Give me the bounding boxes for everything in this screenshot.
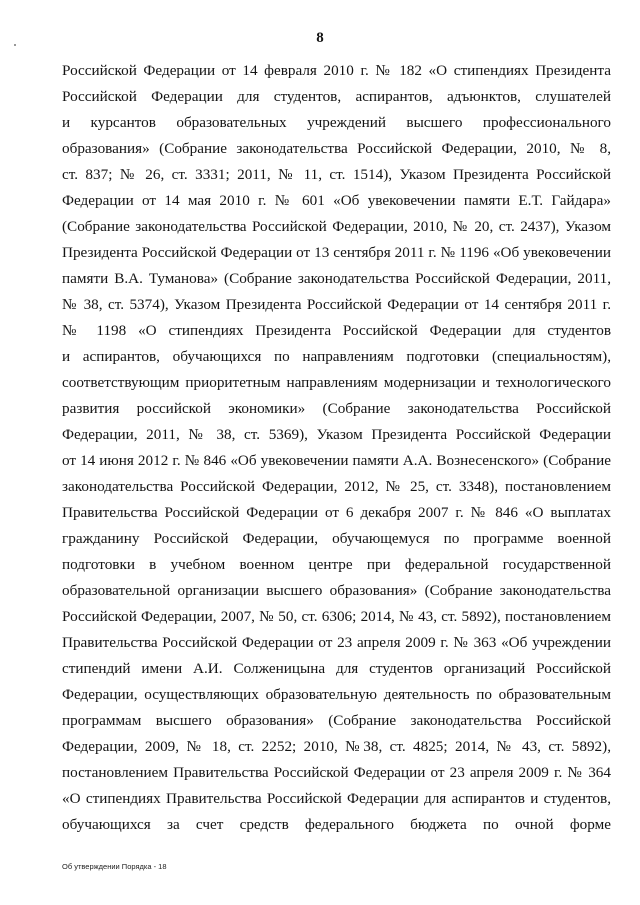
text-line: и курсантов образовательных учреждений высшего профессионального [62,114,611,131]
text-line: обучающихся за счет средств федерального бюджета по очной форме [62,816,611,833]
text-line: программам высшего образования» (Собрание законодательства Российской [62,712,611,729]
text-line: гражданину Российской Федерации, обучающемуся по программе военной [62,530,611,547]
text-line: и аспирантов, обучающихся по направлениям подготовки (специальностям), [62,348,611,365]
text-line: образовательной организации высшего образования» (Собрание законодательства [62,582,611,599]
text-line: законодательства Российской Федерации, 2012, № 25, ст. 3348), постановлением [62,478,611,495]
text-line: развития российской экономики» (Собрание законодательства Российской [62,400,611,417]
text-line: Российской Федерации от 14 февраля 2010 г. № 182 «О стипендиях Президента [62,62,611,79]
text-line: № 38, ст. 5374), Указом Президента Российской Федерации от 14 сентября 2011 г. [62,296,611,313]
text-line: памяти В.А. Туманова» (Собрание законодательства Российской Федерации, 2011, [62,270,611,287]
text-line: Российской Федерации для студентов, аспирантов, адъюнктов, слушателей [62,88,611,105]
text-line: Правительства Российской Федерации от 23 апреля 2009 г. № 363 «Об учреждении [62,634,611,651]
text-line: Правительства Российской Федерации от 6 декабря 2007 г. № 846 «О выплатах [62,504,611,521]
text-line: подготовки в учебном военном центре при федеральной государственной [62,556,611,573]
text-line: «О стипендиях Правительства Российской Федерации для аспирантов и студентов, [62,790,611,807]
text-line: (Собрание законодательства Российской Федерации, 2010, № 20, ст. 2437), Указом [62,218,611,235]
text-line: Российской Федерации, 2007, № 50, ст. 6306; 2014, № 43, ст. 5892), постановлением [62,608,611,625]
text-line: Федерации, 2009, № 18, ст. 2252; 2010, №38, ст. 4825; 2014, № 43, ст. 5892), [62,738,611,755]
text-line: Федерации, 2011, № 38, ст. 5369), Указом Президента Российской Федерации [62,426,611,443]
text-line: № 1198 «О стипендиях Президента Российской Федерации для студентов [62,322,611,339]
text-line: образования» (Собрание законодательства Российской Федерации, 2010, № 8, [62,140,611,157]
text-line: стипендий имени А.И. Солженицына для студентов организаций Российской [62,660,611,677]
text-line: Федерации от 14 мая 2010 г. № 601 «Об увековечении памяти Е.Т. Гайдара» [62,192,611,209]
text-line: от 14 июня 2012 г. № 846 «Об увековечении памяти А.А. Вознесенского» (Собрание [62,452,611,469]
footer-note: Об утверждении Порядка - 18 [62,862,167,871]
text-line: соответствующим приоритетным направлениям модернизации и технологического [62,374,611,391]
page-number: 8 [316,30,324,46]
text-line: Федерации, осуществляющих образовательную деятельность по образовательным [62,686,611,703]
text-line: ст. 837; № 26, ст. 3331; 2011, № 11, ст. 1514), Указом Президента Российской [62,166,611,183]
text-line: Президента Российской Федерации от 13 сентября 2011 г. № 1196 «Об увековечении [62,244,611,261]
text-line: постановлением Правительства Российской Федерации от 23 апреля 2009 г. № 364 [62,764,611,781]
